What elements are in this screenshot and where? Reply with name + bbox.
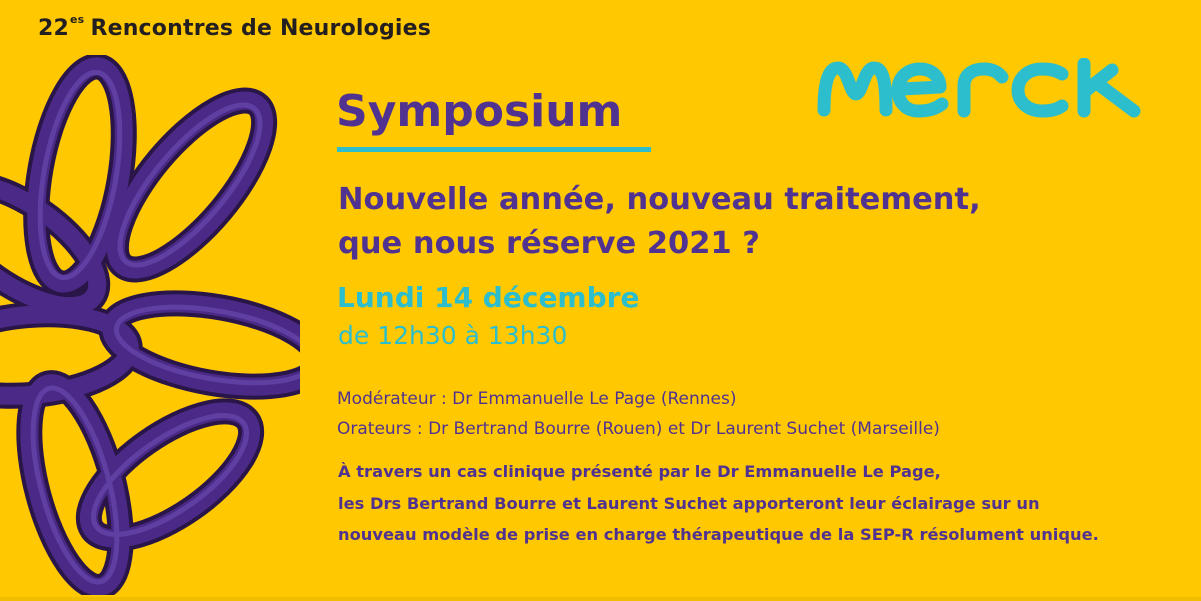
description: [338, 456, 1099, 551]
merck-logo: [816, 58, 1152, 118]
symposium-title: [338, 178, 981, 266]
event-date: Lundi 14 décembre: [337, 281, 640, 314]
description-line: À travers un cas clinique présenté par le Dr Emmanuelle Le Page,: [338, 462, 941, 481]
symposium-underline: [337, 147, 651, 152]
description-line: nouveau modèle de prise en charge thérapeutique de la SEP-R résolument unique.: [338, 525, 1099, 544]
ribbon-flower-icon: [0, 55, 300, 595]
event-time: de 12h30 à 13h30: [338, 321, 568, 350]
title-line: Nouvelle année, nouveau traitement,: [338, 182, 981, 217]
description-line: les Drs Bertrand Bourre et Laurent Suchet apporteront leur éclairage sur un: [338, 493, 1040, 513]
event-title: [38, 13, 432, 41]
bottom-border: [0, 597, 1201, 601]
speakers-line: Orateurs : Dr Bertrand Bourre (Rouen) et Dr Laurent Suchet (Marseille): [337, 419, 940, 439]
event-number: 22: [38, 16, 70, 41]
event-number-suffix: es: [70, 13, 85, 26]
symposium-heading: Symposium: [336, 86, 623, 137]
event-name: Rencontres de Neurologies: [90, 16, 432, 41]
moderator-line: Modérateur : Dr Emmanuelle Le Page (Rennes): [337, 389, 737, 409]
speakers-block: [337, 384, 940, 444]
title-line: que nous réserve 2021 ?: [338, 226, 760, 261]
